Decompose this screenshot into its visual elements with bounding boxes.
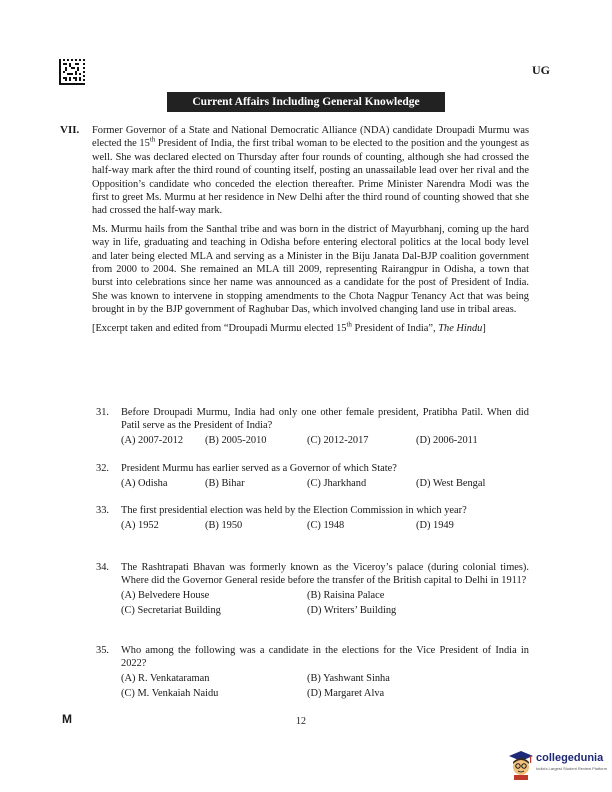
option-b[interactable]: (B) 1950	[205, 520, 243, 532]
passage-source: [Excerpt taken and edited from “Droupadi Murmu elected 15th President of India”, The Hindu]	[92, 320, 486, 334]
option-b[interactable]: (B) Yashwant Sinha	[307, 673, 390, 685]
set-code: M	[62, 712, 72, 726]
question-number: 34.	[96, 562, 109, 573]
passage-paragraph-2: Ms. Murmu hails from the Santhal tribe and was born in the district of Mayurbhanj, coming up the hard way in life, graduating and teaching in Odisha before entering electoral politics at the local body level and later being elected MLA and serving as a Minister in the Biju Janata Dal-BJP coalition government from 2000 to 2004. She remained an MLA till 2009, representing Rairangpur in Odisha, a town that burst into celebrations since her name was announced as a candidate for the post of President of India. She was known to intervene in stopping amendments to the Chota Nagpur Tenancy Act that was being brought in by the BJP government of Raghubar Das, which involved changing land use in tribal areas.	[92, 223, 529, 316]
brand-name: collegedunia	[536, 752, 604, 764]
question-stem: The Rashtrapati Bhavan was formerly known as the Viceroy’s palace (during colonial times). Where did the Governor General reside before the transfer of the British capital to Delhi in 1911?	[121, 562, 529, 587]
options-row	[121, 519, 529, 532]
option-c[interactable]: (C) Secretariat Building	[121, 605, 221, 617]
reading-passage	[92, 124, 529, 340]
qr-code-icon	[59, 59, 85, 85]
option-b[interactable]: (B) 2005-2010	[205, 435, 267, 447]
option-c[interactable]: (C) 1948	[307, 520, 345, 532]
option-d[interactable]: (D) West Bengal	[416, 478, 486, 490]
option-a[interactable]: (A) Belvedere House	[121, 590, 210, 602]
section-number: VII.	[60, 124, 80, 136]
question-stem: President Murmu has earlier served as a Governor of which State?	[121, 463, 397, 474]
options-grid	[121, 672, 529, 702]
brand-tagline: India's Largest Student Review Platform	[536, 766, 608, 771]
option-d[interactable]: (D) Margaret Alva	[307, 688, 385, 700]
question-stem: The first presidential election was held by the Election Commission in which year?	[121, 505, 467, 516]
question-35	[96, 644, 529, 702]
option-b[interactable]: (B) Bihar	[205, 478, 245, 490]
question-number: 33.	[96, 505, 109, 516]
option-d[interactable]: (D) 1949	[416, 520, 454, 532]
option-d[interactable]: (D) 2006-2011	[416, 435, 478, 447]
option-c[interactable]: (C) M. Venkaiah Naidu	[121, 688, 219, 700]
question-32	[96, 462, 529, 490]
brand-logo[interactable]	[508, 748, 608, 784]
option-a[interactable]: (A) 1952	[121, 520, 159, 532]
question-number: 35.	[96, 645, 109, 656]
option-b[interactable]: (B) Raisina Palace	[307, 590, 385, 602]
option-d[interactable]: (D) Writers’ Building	[307, 605, 397, 617]
question-stem: Before Droupadi Murmu, India had only one other female president, Pratibha Patil. When did Patil serve as the President of India?	[121, 407, 529, 432]
section-banner: Current Affairs Including General Knowledge	[167, 92, 445, 112]
option-a[interactable]: (A) 2007-2012	[121, 435, 184, 447]
option-a[interactable]: (A) Odisha	[121, 478, 168, 490]
option-c[interactable]: (C) 2012-2017	[307, 435, 369, 447]
options-row	[121, 477, 529, 490]
question-31	[96, 406, 529, 447]
options-grid	[121, 589, 529, 619]
page-number: 12	[296, 716, 306, 727]
option-a[interactable]: (A) R. Venkataraman	[121, 673, 210, 685]
question-34	[96, 561, 529, 619]
question-number: 31.	[96, 407, 109, 418]
graduate-mascot-icon	[508, 750, 534, 780]
option-c[interactable]: (C) Jharkhand	[307, 478, 367, 490]
passage-paragraph-1: Former Governor of a State and National Democratic Alliance (NDA) candidate Droupadi Murmu was elected the 15th President of India, the first tribal woman to be elected to the position and the youngest as well. She was declared elected on Thursday after four rounds of counting, although she had crossed the half-way mark after the third round of counting itself, posting an unassailable lead over her rival and the Opposition’s candidate who conceded the election thereafter. Prime Minister Narendra Modi was the first to greet Ms. Murmu at her residence in New Delhi after the third round of counting showed that she had crossed the half-way mark.	[92, 125, 529, 217]
question-number: 32.	[96, 463, 109, 474]
question-stem: Who among the following was a candidate in the elections for the Vice President of India in 2022?	[121, 645, 529, 670]
options-row	[121, 434, 529, 447]
question-33	[96, 504, 529, 532]
paper-code: UG	[532, 63, 550, 77]
